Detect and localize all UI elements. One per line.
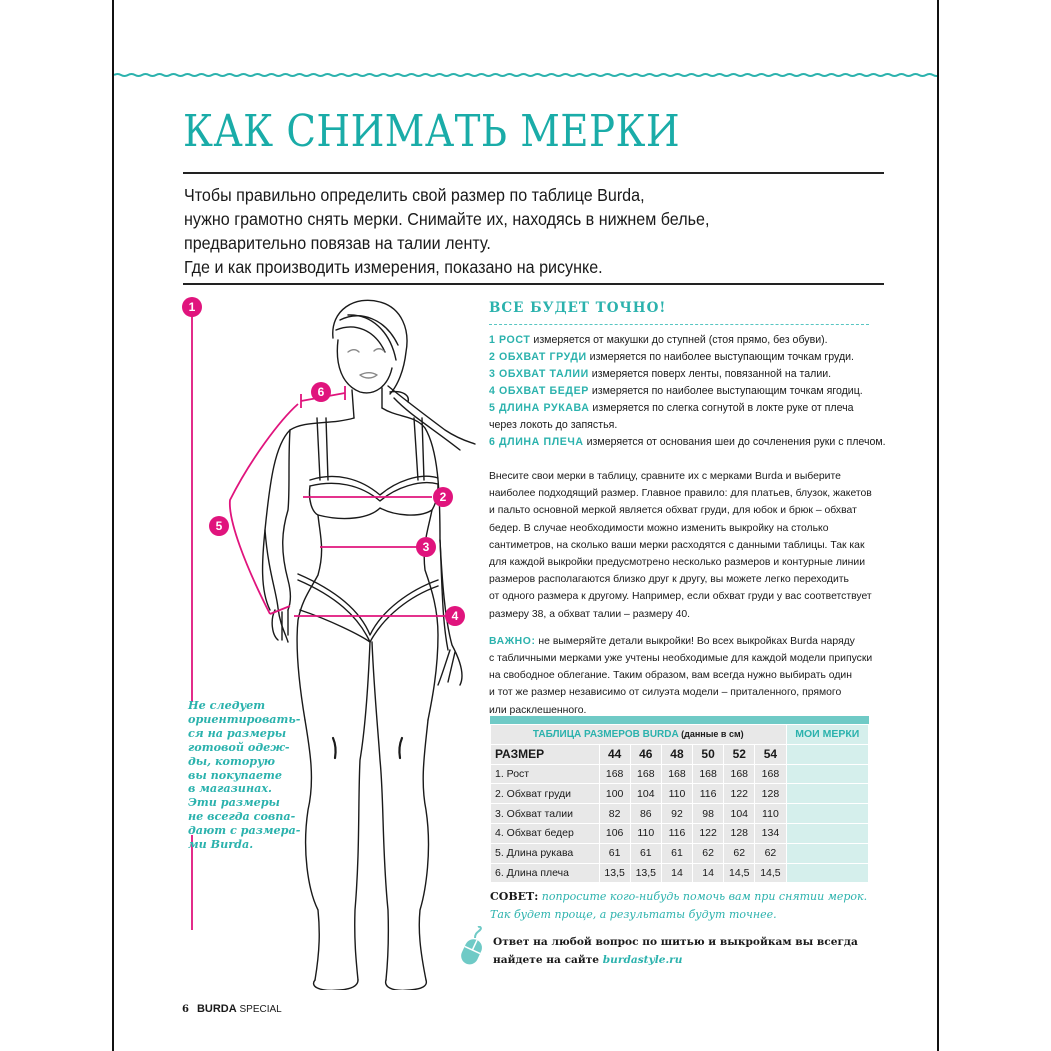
- cell: 104: [724, 804, 755, 824]
- measurement-item: [489, 417, 871, 434]
- measurement-item: [489, 383, 871, 400]
- cell: 13,5: [599, 863, 630, 883]
- tip: [490, 888, 867, 924]
- intro-line: нужно грамотно снять мерки. Снимайте их, находясь в нижнем белье,: [184, 209, 710, 229]
- cell: 14: [661, 863, 692, 883]
- leg-right: [419, 720, 428, 980]
- paragraph-line: с табличными мерками уже учтены необходимые для каждой модели припуски: [489, 653, 873, 665]
- website-note-text: найдете на сайте: [493, 954, 603, 966]
- side-note-line: ориентировать-: [188, 711, 301, 726]
- cell: 168: [693, 764, 724, 784]
- measurement-item: [489, 332, 871, 349]
- cell: 62: [724, 843, 755, 863]
- cell: 98: [693, 804, 724, 824]
- bra-bottom: [309, 484, 438, 519]
- side-note-line: ды, которую: [188, 753, 276, 768]
- briefs: [300, 610, 370, 642]
- size-col: 44: [599, 744, 630, 764]
- size-col: 54: [755, 744, 786, 764]
- dotted-divider: [489, 324, 869, 325]
- side-note-line: вы покупаете: [188, 767, 282, 782]
- measurement-key: 1 РОСТ: [489, 334, 531, 346]
- table-header-row: [491, 725, 869, 745]
- cell: 110: [755, 804, 786, 824]
- intro-line: Где и как производить измерения, показано на рисунке.: [184, 257, 603, 277]
- side-note-line: готовой одеж-: [188, 739, 290, 754]
- side-note-line: в магазинах.: [188, 781, 272, 796]
- arm-left: [265, 530, 288, 642]
- cell: 116: [693, 784, 724, 804]
- paragraph-line: [489, 633, 871, 650]
- cell: 14,5: [724, 863, 755, 883]
- paragraph-line: размеру 38, а обхват талии – размеру 40.: [489, 608, 691, 620]
- my-measurement-cell[interactable]: [786, 804, 869, 824]
- shoulder-left: [263, 418, 354, 610]
- side-note-line: Не следует: [188, 698, 266, 712]
- magazine-brand-suffix: SPECIAL: [236, 1004, 282, 1015]
- body-measurement-figure: [170, 290, 480, 990]
- table-top-bar: [490, 716, 869, 724]
- hair-strand: [348, 315, 396, 360]
- face-outline: [337, 340, 392, 393]
- side-note-line: дают с размера-: [188, 823, 301, 838]
- section-title: ВСЕ БУДЕТ ТОЧНО!: [489, 300, 667, 316]
- table-row: [491, 764, 869, 784]
- marker-label-6: 6: [317, 385, 325, 399]
- measurement-key: 5 ДЛИНА РУКАВА: [489, 402, 590, 414]
- page-border-left: [112, 0, 114, 1051]
- cell: 116: [661, 823, 692, 843]
- measurement-item: [489, 400, 871, 417]
- measurement-key: 2 ОБХВАТ ГРУДИ: [489, 351, 587, 363]
- important-label: ВАЖНО:: [489, 635, 536, 647]
- measurement-markers: [182, 297, 465, 626]
- measurement-key: 4 ОБХВАТ БЕДЕР: [489, 385, 589, 397]
- measurement-text: измеряется по наиболее выступающим точкам ягодиц.: [588, 385, 863, 397]
- briefs: [298, 574, 438, 635]
- instructions-column: [489, 297, 886, 719]
- title-rule: [183, 172, 884, 174]
- cell: 61: [599, 843, 630, 863]
- size-table: [490, 724, 869, 883]
- torso-left: [297, 515, 322, 720]
- cell: 110: [661, 784, 692, 804]
- paragraph-line: бедер. В случае необходимости можно изменить выкройку на столько: [489, 522, 829, 534]
- my-measurement-cell[interactable]: [786, 843, 869, 863]
- leg-left-inner: [355, 642, 370, 980]
- row-label: 2. Обхват груди: [491, 784, 600, 804]
- website-link[interactable]: burdastyle.ru: [602, 954, 683, 966]
- marker-label-2: 2: [439, 490, 447, 504]
- bra-cups: [310, 476, 438, 495]
- sizes-row: [491, 744, 869, 764]
- lips: [360, 373, 377, 378]
- paragraph-line: сантиметров, на сколько ваши мерки расходятся с данными таблицы. Так как: [489, 539, 865, 551]
- cell: 128: [724, 823, 755, 843]
- row-label: 5. Длина рукава: [491, 843, 600, 863]
- table-row: [491, 823, 869, 843]
- cell: 168: [724, 764, 755, 784]
- measurement-item: [489, 366, 871, 383]
- tip-line: [490, 888, 867, 906]
- measurement-text: через локоть до запястья.: [489, 419, 618, 431]
- size-col: 52: [724, 744, 755, 764]
- hair-outline: [333, 300, 407, 394]
- table-title-text: ТАБЛИЦА РАЗМЕРОВ BURDA: [532, 728, 679, 740]
- arm-left-inner: [283, 430, 291, 610]
- intro-rule: [183, 283, 884, 285]
- paragraph-line: на свободное облегание. Таким образом, вам всегда нужно выбирать один: [489, 670, 852, 682]
- row-label: 6. Длина плеча: [491, 863, 600, 883]
- cell: 13,5: [630, 863, 661, 883]
- magazine-brand: BURDA: [196, 1003, 237, 1015]
- cell: 104: [630, 784, 661, 804]
- side-note-line: ми Burda.: [188, 837, 254, 852]
- cell: 134: [755, 823, 786, 843]
- measurement-item: [489, 349, 871, 366]
- cell: 61: [630, 843, 661, 863]
- size-label: РАЗМЕР: [491, 744, 600, 764]
- cell: 168: [755, 764, 786, 784]
- wavy-divider: [114, 70, 937, 80]
- cell: 106: [599, 823, 630, 843]
- marker-label-5: 5: [215, 519, 223, 533]
- size-col: 50: [693, 744, 724, 764]
- cell: 86: [630, 804, 661, 824]
- cell: 62: [755, 843, 786, 863]
- cell: 14: [693, 863, 724, 883]
- tip-text: Так будет проще, а результаты будут точнее.: [490, 908, 777, 921]
- measurement-list: [489, 332, 886, 451]
- paragraph-line: размеров располагаются близко друг к другу, вы можете легко переходить: [489, 574, 849, 586]
- computer-mouse-icon: [458, 926, 488, 968]
- table-row: [491, 863, 869, 883]
- cell: 62: [693, 843, 724, 863]
- measurement-text: измеряется от основания шеи до сочленения руки с плечом.: [583, 436, 886, 448]
- bra-strap: [317, 418, 328, 480]
- foot-left: [314, 980, 358, 990]
- table-row: [491, 784, 869, 804]
- measurement-text: измеряется от макушки до ступней (стоя прямо, без обуви).: [530, 334, 828, 346]
- eye-right: [374, 349, 384, 351]
- cell: 122: [693, 823, 724, 843]
- page-border-right: [937, 0, 939, 1051]
- marker-label-1: 1: [188, 300, 196, 314]
- my-measurement-cell[interactable]: [786, 764, 869, 784]
- rules-paragraph: [489, 468, 871, 623]
- page-footer: [182, 1003, 282, 1015]
- side-note-line: не всегда совпа-: [188, 809, 296, 824]
- page-number: 6: [182, 1004, 189, 1015]
- measurement-text: измеряется по наиболее выступающим точкам груди.: [586, 351, 854, 363]
- cell: 100: [599, 784, 630, 804]
- ponytail: [394, 398, 460, 450]
- table-row: [491, 843, 869, 863]
- my-measurements-header: МОИ МЕРКИ: [786, 725, 869, 745]
- row-label: 4. Обхват бедер: [491, 823, 600, 843]
- measurement-text: измеряется поверх ленты, повязанной на талии.: [588, 368, 832, 380]
- important-paragraph: [489, 633, 871, 719]
- important-text: не вымеряйте детали выкройки! Во всех выкройках Burda наряду: [535, 635, 855, 647]
- my-measurement-cell[interactable]: [786, 744, 869, 764]
- paragraph-line: Внесите свои мерки в таблицу, сравните их с мерками Burda и выберите: [489, 471, 841, 482]
- website-note-line: Ответ на любой вопрос по шитью и выкройкам вы всегда: [493, 936, 858, 948]
- row-label: 3. Обхват талии: [491, 804, 600, 824]
- paragraph-line: наиболее подходящий размер. Главное правило: для платьев, блузок, жакетов: [489, 488, 872, 500]
- cell: 92: [661, 804, 692, 824]
- cell: 61: [661, 843, 692, 863]
- knee-mark: [399, 738, 402, 758]
- measurement-text: измеряется по слегка согнутой в локте руке от плеча: [589, 402, 854, 414]
- bra-strap: [414, 418, 424, 480]
- page-title: КАК СНИМАТЬ МЕРКИ: [183, 106, 681, 157]
- side-note: [188, 698, 301, 852]
- marker-label-3: 3: [422, 540, 430, 554]
- side-note-line: ся на размеры: [188, 725, 287, 740]
- leg-right-inner: [372, 642, 388, 980]
- size-col: 48: [661, 744, 692, 764]
- website-note-line: [493, 951, 858, 969]
- eye-left: [348, 350, 359, 352]
- hand-right: [438, 650, 455, 685]
- side-note-line: Эти размеры: [188, 795, 280, 810]
- my-measurement-cell[interactable]: [786, 823, 869, 843]
- foot-right: [386, 980, 427, 990]
- cell: 82: [599, 804, 630, 824]
- my-measurement-cell[interactable]: [786, 784, 869, 804]
- knee-mark: [333, 738, 336, 758]
- cell: 168: [599, 764, 630, 784]
- tip-text: попросите кого-нибудь помочь вам при снятии мерок.: [538, 890, 868, 903]
- row-label: 1. Рост: [491, 764, 600, 784]
- size-col: 46: [630, 744, 661, 764]
- paragraph-line: для каждой выкройки предусмотрено несколько размеров и контурные линии: [489, 557, 866, 569]
- table-title-note: (данные в см): [681, 728, 744, 739]
- cell: 122: [724, 784, 755, 804]
- sleeve-end-tick: [270, 606, 290, 614]
- cell: 168: [661, 764, 692, 784]
- measurement-key: 3 ОБХВАТ ТАЛИИ: [489, 368, 589, 380]
- leg-left: [305, 720, 319, 980]
- paragraph-line: или расклешенного.: [489, 704, 587, 716]
- marker-label-4: 4: [451, 609, 459, 623]
- website-note: [493, 933, 858, 969]
- my-measurement-cell[interactable]: [786, 863, 869, 883]
- intro-line: предварительно повязав на талии ленту.: [184, 233, 491, 253]
- paragraph-line: и тот же размер независимо от силуэта модели – приталенного, прямого: [489, 687, 842, 699]
- table-title: [491, 725, 787, 745]
- cell: 168: [630, 764, 661, 784]
- cell: 14,5: [755, 863, 786, 883]
- paragraph-line: от одного размера к другому. Например, если обхват груди у вас соответствует: [489, 591, 872, 603]
- intro-line: Чтобы правильно определить свой размер по таблице Burda,: [184, 185, 645, 205]
- cell: 128: [755, 784, 786, 804]
- paragraph-line: и пальто основной меркой является обхват груди, для юбок и брюк – обхват: [489, 505, 857, 517]
- measurement-key: 6 ДЛИНА ПЛЕЧА: [489, 436, 584, 448]
- table-row: [491, 804, 869, 824]
- intro-text: [184, 183, 884, 279]
- bra-cups: [310, 483, 438, 501]
- cell: 110: [630, 823, 661, 843]
- tip-label: СОВЕТ:: [490, 890, 539, 903]
- measurement-item: [489, 434, 886, 451]
